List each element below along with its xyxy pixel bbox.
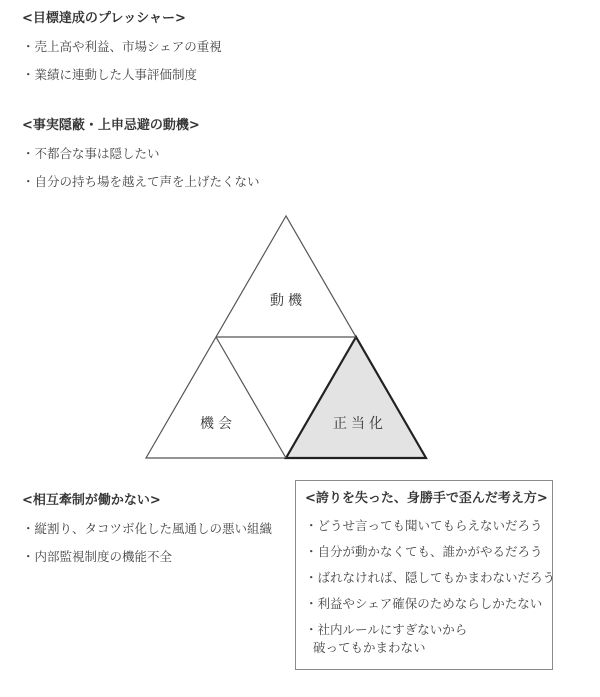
triangle-label-top: 動機	[270, 293, 306, 309]
inner-left-diagonal	[216, 337, 286, 458]
pride-item-5-line2: 破ってもかまわない	[313, 640, 426, 655]
pride-item-1: ・どうせ言っても聞いてもらえないだろう	[305, 518, 543, 533]
pride-item-5-line1: ・社内ルールにすぎないから	[305, 622, 468, 637]
pressure-heading: <目標達成のプレッシャー>	[22, 11, 186, 26]
pride-item-4: ・利益やシェア確保のためならしかたない	[305, 596, 543, 611]
mutual-item-1: ・縦割り、タコツボ化した風通しの悪い組織	[22, 521, 273, 536]
pride-item-2: ・自分が動かなくても、誰かがやるだろう	[305, 544, 543, 559]
pride-item-5	[305, 621, 552, 657]
motive-item-2: ・自分の持ち場を越えて声を上げたくない	[22, 174, 260, 189]
mutual-heading: <相互牽制が働かない>	[22, 493, 161, 508]
motive-heading: <事実隠蔽・上申忌避の動機>	[22, 118, 200, 133]
pride-heading: <誇りを失った、身勝手で歪んだ考え方>	[305, 491, 548, 506]
pressure-item-2: ・業績に連動した人事評価制度	[22, 67, 198, 82]
pride-item-3: ・ばれなければ、隠してもかまわないだろう	[305, 570, 556, 585]
triangle-label-right: 正当化	[333, 416, 387, 432]
mutual-check-section	[22, 492, 272, 576]
mutual-item-2: ・内部監視制度の機能不全	[22, 549, 173, 564]
triangle-label-left: 機会	[200, 416, 236, 432]
pressure-item-1: ・売上高や利益、市場シェアの重視	[22, 39, 222, 54]
highlighted-triangle	[286, 337, 426, 458]
pride-section-box	[295, 480, 556, 670]
motive-item-1: ・不都合な事は隠したい	[22, 146, 160, 161]
